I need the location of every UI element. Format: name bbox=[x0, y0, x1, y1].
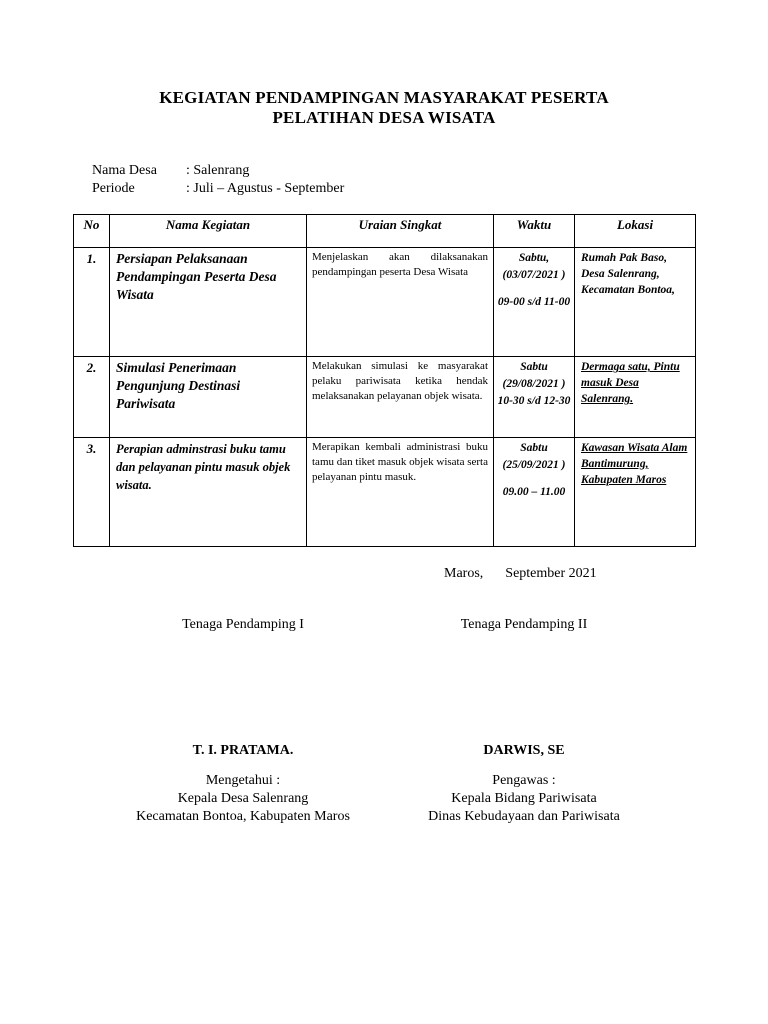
approve-office: Kecamatan Bontoa, Kabupaten Maros bbox=[136, 809, 350, 824]
row-no: 3. bbox=[74, 438, 110, 547]
document-title-line1: KEGIATAN PENDAMPINGAN MASYARAKAT PESERTA bbox=[159, 88, 609, 107]
waktu-date: Sabtu (25/09/2021 ) bbox=[502, 442, 566, 471]
periode-value: : Juli – Agustus - September bbox=[186, 181, 345, 196]
row-kegiatan: Persiapan Pelaksanaan Pendampingan Peserta Desa Wisata bbox=[110, 248, 307, 357]
waktu-time: 09-00 s/d 11-00 bbox=[497, 296, 571, 308]
row-uraian: Menjelaskan akan dilaksanakan pendampingan peserta Desa Wisata bbox=[307, 248, 494, 357]
right-approval-block bbox=[374, 772, 674, 826]
row-no: 1. bbox=[74, 248, 110, 357]
header-kegiatan: Nama Kegiatan bbox=[110, 215, 307, 248]
table-row bbox=[74, 438, 696, 547]
left-role: Tenaga Pendamping I bbox=[182, 617, 304, 632]
waktu-date: Sabtu, (03/07/2021 ) bbox=[502, 252, 566, 281]
date: September 2021 bbox=[505, 566, 597, 581]
row-lokasi: Rumah Pak Baso, Desa Salenrang, Kecamatan Bontoa, bbox=[575, 248, 696, 357]
right-signatory-name: DARWIS, SE bbox=[483, 743, 565, 758]
header-no: No bbox=[74, 215, 110, 248]
table-row bbox=[74, 248, 696, 357]
approve-label: Mengetahui : bbox=[205, 773, 281, 788]
approve-title: Kepala Bidang Pariwisata bbox=[451, 791, 597, 806]
row-kegiatan: Simulasi Penerimaan Pengunjung Destinasi Pariwisata bbox=[110, 357, 307, 438]
waktu-time: 09.00 – 11.00 bbox=[502, 486, 566, 498]
desa-label: Nama Desa bbox=[92, 163, 157, 178]
table-header-row bbox=[74, 215, 696, 248]
row-waktu bbox=[494, 357, 575, 438]
activity-table bbox=[73, 214, 696, 547]
left-approval-block bbox=[93, 772, 393, 826]
place: Maros, bbox=[444, 566, 484, 581]
approve-office: Dinas Kebudayaan dan Pariwisata bbox=[428, 809, 620, 824]
header-uraian: Uraian Singkat bbox=[307, 215, 494, 248]
row-kegiatan: Perapian adminstrasi buku tamu dan pelayanan pintu masuk objek wisata. bbox=[110, 438, 307, 547]
row-waktu bbox=[494, 438, 575, 547]
right-role: Tenaga Pendamping II bbox=[460, 617, 588, 632]
periode-label: Periode bbox=[92, 181, 135, 196]
waktu-date: Sabtu (29/08/2021 ) 10-30 s/d 12-30 bbox=[497, 361, 571, 407]
row-lokasi: Dermaga satu, Pintu masuk Desa Salenrang. bbox=[575, 357, 696, 438]
place-date bbox=[444, 566, 597, 582]
desa-value: : Salenrang bbox=[186, 163, 250, 178]
header-lokasi: Lokasi bbox=[575, 215, 696, 248]
approve-label: Pengawas : bbox=[492, 773, 556, 788]
header-waktu: Waktu bbox=[494, 215, 575, 248]
meta-periode bbox=[92, 180, 344, 198]
row-no: 2. bbox=[74, 357, 110, 438]
row-uraian: Melakukan simulasi ke masyarakat pelaku pariwisata ketika hendak melaksanakan pelayanan objek wisata. bbox=[307, 357, 494, 438]
document-title-line2: PELATIHAN DESA WISATA bbox=[272, 108, 496, 127]
meta-desa bbox=[92, 162, 249, 180]
row-waktu bbox=[494, 248, 575, 357]
approve-title: Kepala Desa Salenrang bbox=[177, 791, 309, 806]
table-row bbox=[74, 357, 696, 438]
left-signatory-name: T. I. PRATAMA. bbox=[192, 743, 294, 758]
row-uraian: Merapikan kembali administrasi buku tamu dan tiket masuk objek wisata serta pelayanan pintu masuk. bbox=[307, 438, 494, 547]
row-lokasi: Kawasan Wisata Alam Bantimurung, Kabupaten Maros bbox=[575, 438, 696, 547]
